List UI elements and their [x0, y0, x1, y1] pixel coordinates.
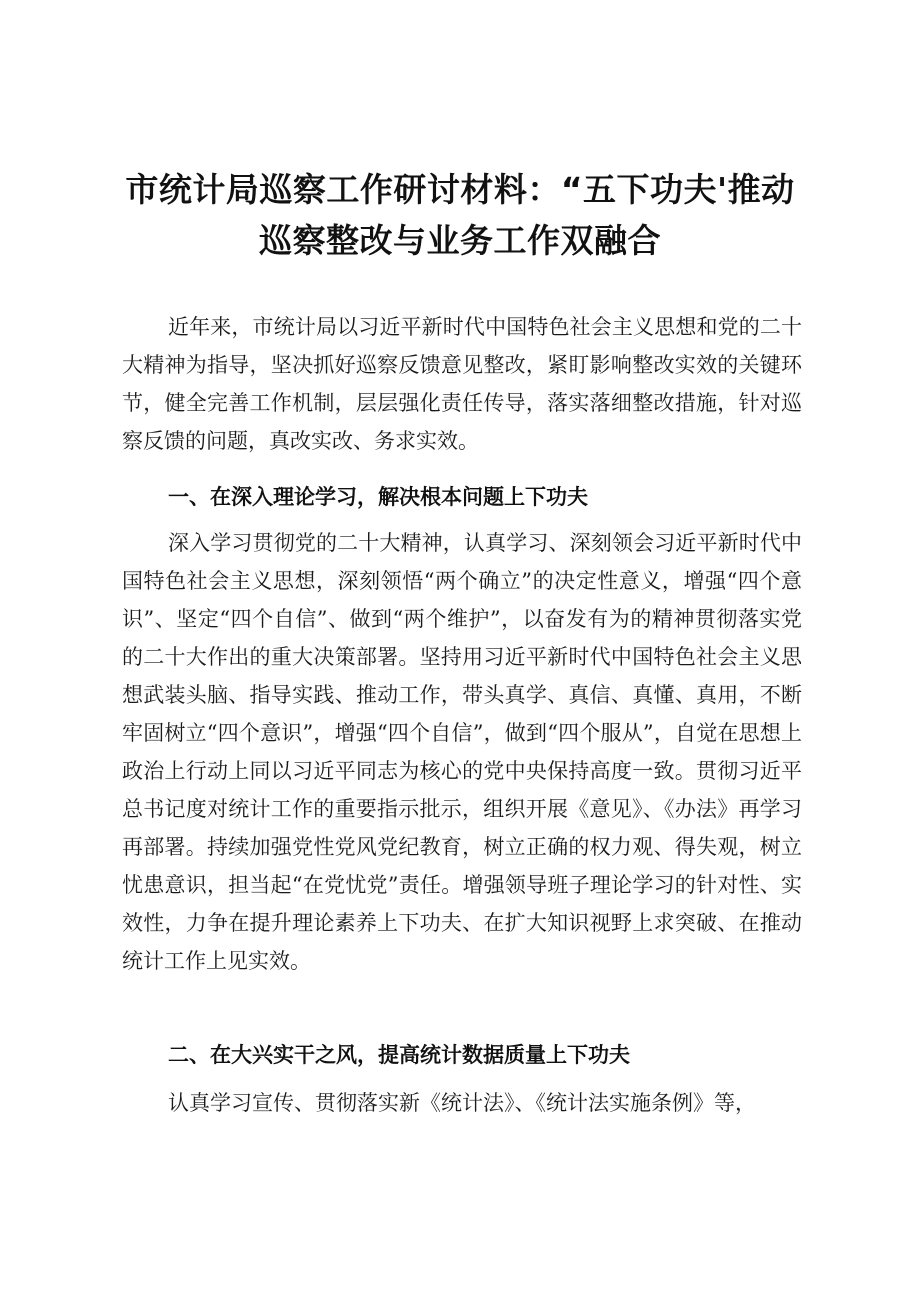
section-2-heading: 二、在大兴实干之风，提高统计数据质量上下功夫 [168, 1043, 630, 1067]
document-title-line-2: 巡察整改与业务工作双融合 [259, 221, 661, 260]
section-1-heading: 一、在深入理论学习，解决根本问题上下功夫 [168, 485, 588, 509]
document-title-line-1: 市统计局巡察工作研讨材料：“五下功夫'推动 [125, 170, 795, 209]
section-2-paragraph: 认真学习宣传、贯彻落实新《统计法》、《统计法实施条例》等， [168, 1091, 756, 1115]
section-1-paragraph: 深入学习贯彻党的二十大精神，认真学习、深刻领会习近平新时代中国特色社会主义思想，深刻领悟“两个确立”的决定性意义，增强“四个意识”、坚定“四个自信”、做到“两个维护”，以奋发有为的精神贯彻落实党的二十大作出的重大决策部署。坚持用习近平新时代中国特色社会主义思想武装头脑、指导实践、推动工作，带头真学、真信、真懂、真用，不断牢固树立“四个意识”，增强“四个自信”，做到“四个服从”，自觉在思想上政治上行动上同以习近平同志为核心的党中央保持高度一致。贯彻习近平总书记度对统计工作的重要指示批示，组织开展《意见》、《办法》再学习再部署。持续加强党性党风党纪教育，树立正确的权力观、得失观，树立忧患意识，担当起“在党忧党”责任。增强领导班子理论学习的针对性、实效性，力争在提升理论素养上下功夫、在扩大知识视野上求突破、在推动统计工作上见实效。 [122, 531, 802, 973]
intro-paragraph: 近年来，市统计局以习近平新时代中国特色社会主义思想和党的二十大精神为指导，坚决抓好巡察反馈意见整改，紧盯影响整改实效的关键环节，健全完善工作机制，层层强化责任传导，落实落细整改措施，针对巡察反馈的问题，真改实改、务求实效。 [122, 315, 802, 453]
